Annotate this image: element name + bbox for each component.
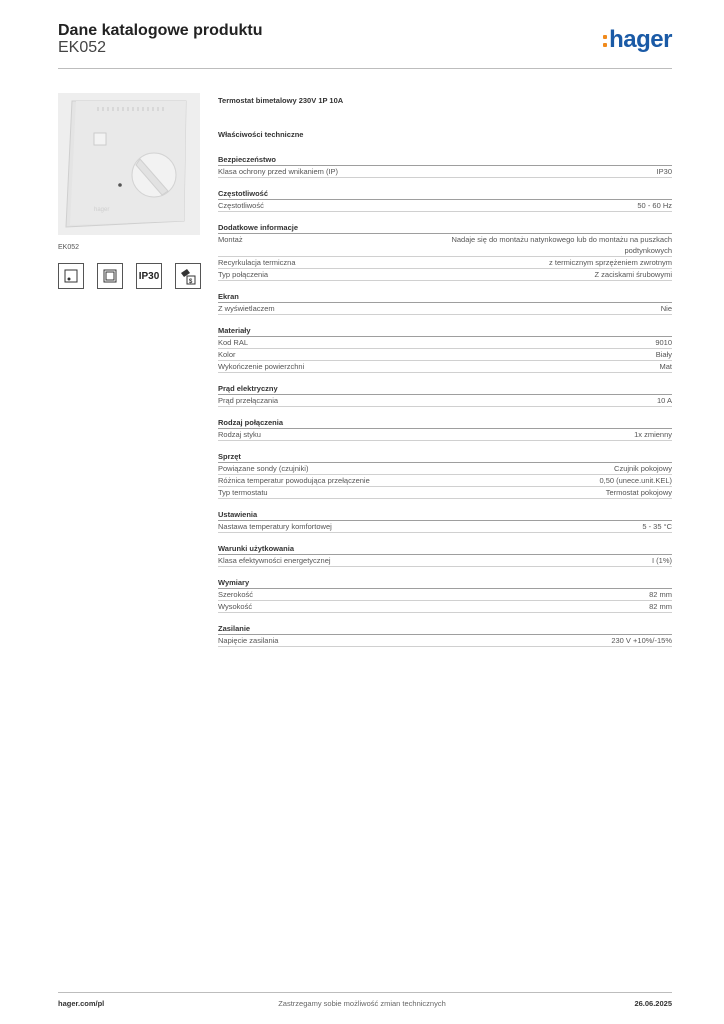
hager-logo — [603, 26, 672, 54]
spec-section — [218, 383, 672, 407]
section-title: Sprzęt — [218, 451, 672, 463]
header-divider — [58, 68, 672, 69]
spec-value: 5 - 35 °C — [642, 522, 672, 531]
image-caption: EK052 — [58, 244, 80, 251]
spec-value: 230 V +10%/-15% — [611, 636, 672, 645]
section-title: Bezpieczeństwo — [218, 154, 672, 166]
spec-panel — [218, 96, 672, 647]
spec-value: IP30 — [656, 167, 672, 176]
section-title: Prąd elektryczny — [218, 383, 672, 395]
spec-section — [218, 417, 672, 441]
spec-key: Wykończenie powierzchni — [218, 362, 305, 371]
spec-key: Typ połączenia — [218, 270, 269, 279]
spec-key: Wysokość — [218, 602, 253, 611]
spec-value: Z zaciskami śrubowymi — [594, 270, 672, 279]
spec-value: Czujnik pokojowy — [614, 464, 672, 473]
spec-value: 10 A — [656, 396, 672, 405]
spec-value: Mat — [659, 362, 672, 371]
spec-section — [218, 509, 672, 533]
spec-key: Częstotliwość — [218, 201, 264, 210]
spec-row — [218, 234, 672, 257]
spec-section — [218, 543, 672, 567]
flush-mount-icon — [97, 263, 123, 289]
footer-date: 26.06.2025 — [634, 999, 672, 1008]
spec-value: Termostat pokojowy — [605, 488, 672, 497]
spec-key: Klasa ochrony przed wnikaniem (IP) — [218, 167, 339, 176]
spec-key: Rodzaj styku — [218, 430, 261, 439]
ip-rating-badge: IP30 — [136, 263, 162, 289]
spec-section — [218, 577, 672, 613]
spec-section — [218, 451, 672, 499]
installation-icon — [175, 263, 201, 289]
spec-value: 82 mm — [649, 590, 672, 599]
spec-row — [218, 361, 672, 373]
document-header — [58, 22, 672, 68]
spec-row — [218, 349, 672, 361]
spec-value: 9010 — [655, 338, 672, 347]
spec-row — [218, 200, 672, 212]
spec-row — [218, 337, 672, 349]
section-title: Ekran — [218, 291, 672, 303]
spec-section — [218, 291, 672, 315]
spec-section — [218, 222, 672, 281]
spec-key: Szerokość — [218, 590, 254, 599]
spec-key: Różnica temperatur powodująca przełączenie — [218, 476, 370, 485]
spec-key: Powiązane sondy (czujniki) — [218, 464, 309, 473]
spec-section — [218, 325, 672, 373]
product-image — [58, 93, 200, 235]
spec-value: 1x zmienny — [634, 430, 672, 439]
spec-row — [218, 635, 672, 647]
spec-section — [218, 623, 672, 647]
spec-key: Kod RAL — [218, 338, 249, 347]
product-name: Termostat bimetalowy 230V 1P 10A — [218, 96, 344, 105]
section-title: Rodzaj połączenia — [218, 417, 672, 429]
svg-text:$: $ — [189, 279, 193, 285]
spec-key: Napięcie zasilania — [218, 636, 279, 645]
spec-key: Recyrkulacja termiczna — [218, 258, 296, 267]
section-title: Częstotliwość — [218, 188, 672, 200]
spec-section — [218, 188, 672, 212]
spec-value: Biały — [655, 350, 672, 359]
section-title: Zasilanie — [218, 623, 672, 635]
spec-row — [218, 395, 672, 407]
logo-colon-icon — [603, 34, 607, 48]
logo-text: hager — [609, 26, 672, 53]
spec-key: Typ termostatu — [218, 488, 268, 497]
spec-key: Nastawa temperatury komfortowej — [218, 522, 332, 531]
spec-value: Nadaje się do montażu natynkowego lub do montażu na puszkach podtynkowych — [451, 235, 672, 255]
spec-value: 82 mm — [649, 602, 672, 611]
spec-row — [218, 475, 672, 487]
section-title: Wymiary — [218, 577, 672, 589]
spec-row — [218, 429, 672, 441]
spec-row — [218, 601, 672, 613]
document-title: Dane katalogowe produktu — [58, 22, 263, 39]
spec-sections — [218, 154, 672, 647]
spec-value: 50 - 60 Hz — [637, 201, 672, 210]
spec-row — [218, 463, 672, 475]
spec-row — [218, 269, 672, 281]
spec-value: I (1%) — [651, 556, 672, 565]
product-code: EK052 — [58, 39, 107, 56]
svg-text:hager: hager — [94, 207, 110, 213]
properties-heading: Właściwości techniczne — [218, 130, 304, 139]
spec-section — [218, 154, 672, 178]
spec-row — [218, 521, 672, 533]
spec-row — [218, 257, 672, 269]
spec-row — [218, 166, 672, 178]
spec-row — [218, 589, 672, 601]
section-title: Ustawienia — [218, 509, 672, 521]
footer-disclaimer: Zastrzegamy sobie możliwość zmian technicznych — [278, 999, 446, 1008]
thermostat-illustration-icon — [58, 93, 200, 235]
spec-value: 0,50 (unece.unit.KEL) — [599, 476, 672, 485]
surface-mount-icon — [58, 263, 84, 289]
section-title: Dodatkowe informacje — [218, 222, 672, 234]
footer-website-link[interactable]: hager.com/pl — [58, 999, 105, 1008]
spec-row — [218, 487, 672, 499]
spec-row — [218, 303, 672, 315]
spec-key: Montaż — [218, 235, 243, 244]
spec-key: Kolor — [218, 350, 236, 359]
spec-value: z termicznym sprzężeniem zwrotnym — [549, 258, 672, 267]
spec-key: Prąd przełączania — [218, 396, 279, 405]
section-title: Materiały — [218, 325, 672, 337]
spec-row — [218, 555, 672, 567]
spec-key: Z wyświetlaczem — [218, 304, 275, 313]
spec-key: Klasa efektywności energetycznej — [218, 556, 331, 565]
spec-value: Nie — [660, 304, 672, 313]
section-title: Warunki użytkowania — [218, 543, 672, 555]
footer-divider — [58, 992, 672, 993]
